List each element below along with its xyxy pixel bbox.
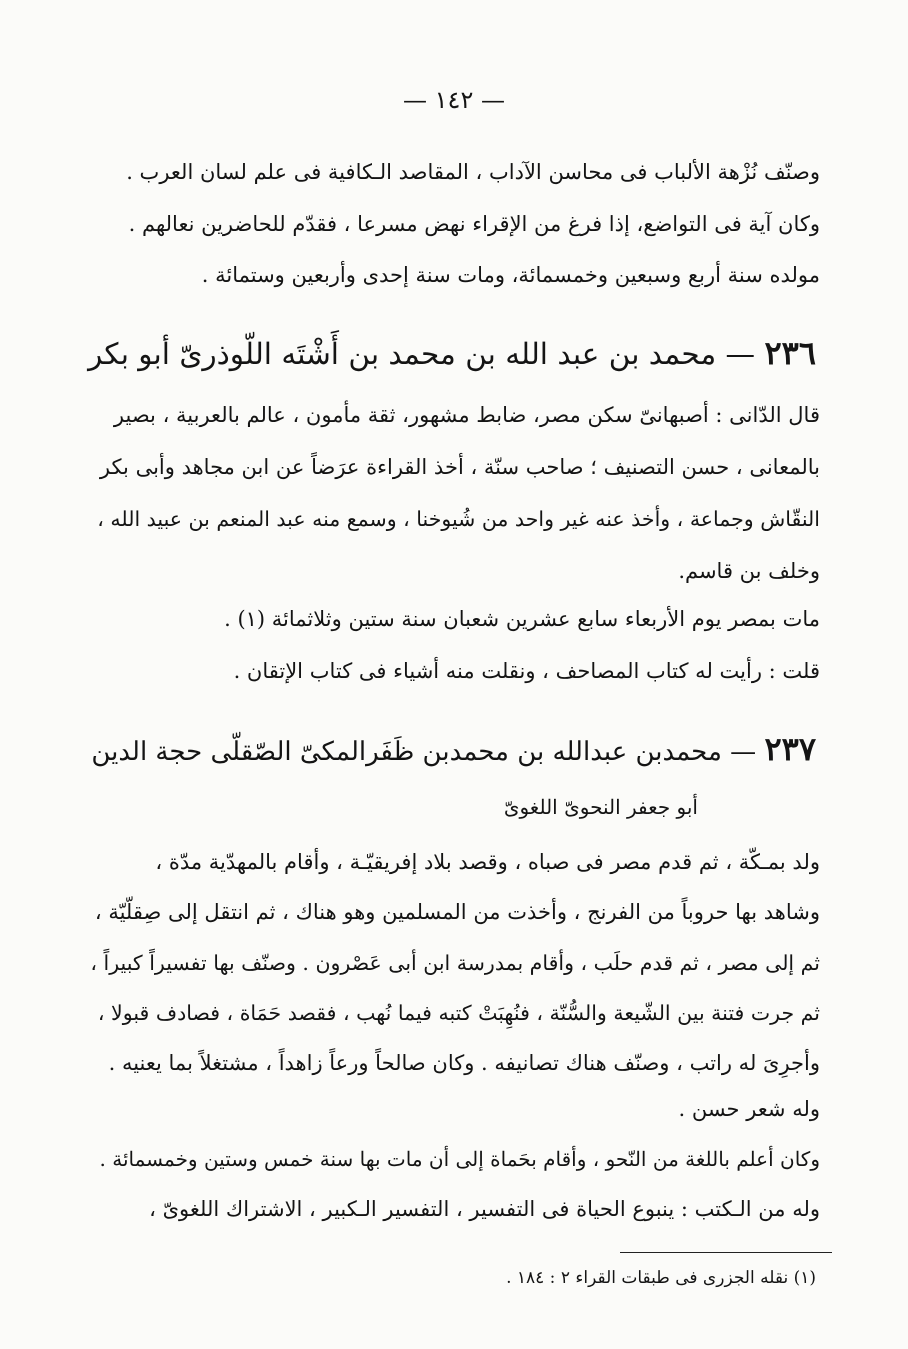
footnote-rule — [620, 1252, 832, 1253]
text-line: وخلف بن قاسم. — [678, 559, 820, 583]
text-line: ولد بمـكّة ، ثم قدم مصر فى صباه ، وقصد بلاد إفريقيّـة ، وأقام بالمهدّية مدّة ، — [155, 850, 820, 874]
entry-subtitle: أبو جعفر النحوىّ اللغوىّ — [503, 795, 698, 819]
text-line: قلت : رأيت له كتاب المصاحف ، ونقلت منه أشياء فى كتاب الإتقان . — [233, 659, 820, 683]
text-line: وكان أعلم باللغة من النّحو ، وأقام بحَماة إلى أن مات بها سنة خمس وستين وخمسمائة . — [99, 1147, 820, 1171]
text-line: مات بمصر يوم الأربعاء سابع عشرين شعبان سنة ستين وثلاثمائة (١) . — [224, 607, 820, 631]
text-line: ثم جرت فتنة بين الشّيعة والسُّنّة ، فنُهِبَتْ كتبه فيما نُهب ، فقصد حَمَاة ، فصادف قبولا ، — [97, 1001, 820, 1025]
text-line: وشاهد بها حروباً من الفرنج ، وأخذت من المسلمين وهو هناك ، ثم انتقل إلى صِقلّيّة ، — [94, 900, 820, 924]
text-line: مولده سنة أربع وسبعين وخمسمائة، ومات سنة إحدى وأربعين وستمائة . — [201, 263, 820, 287]
text-line: بالمعانى ، حسن التصنيف ؛ صاحب سنّة ، أخذ القراءة عرَضاً عن ابن مجاهد وأبى بكر — [99, 455, 820, 479]
text-line: النقّاش وجماعة ، وأخذ عنه غير واحد من شُيوخنا ، وسمع منه عبد المنعم بن عبيد الله ، — [97, 507, 820, 531]
text-line: وأجرِىَ له راتب ، وصنّف هناك تصانيفه . وكان صالحاً ورعاً زاهداً ، مشتغلاً بما يعنيه . — [108, 1051, 820, 1075]
text-line: ثم إلى مصر ، ثم قدم حلَب ، وأقام بمدرسة ابن أبى عَصْرون . وصنّف بها تفسيراً كبيراً ، — [90, 951, 820, 975]
text-line: قال الدّانى : أصبهانىّ سكن مصر، ضابط مشهور، ثقة مأمون ، عالم بالعربية ، بصير — [113, 403, 820, 427]
entry-number: ٢٣٧ — [764, 730, 816, 768]
text-line: وكان آية فى التواضع، إذا فرغ من الإقراء نهض مسرعا ، فقدّم للحاضرين نعالهم . — [128, 212, 820, 236]
entry-number: ٢٣٦ — [764, 334, 816, 372]
entry-236-heading — [88, 334, 816, 372]
entry-title: — محمدبن عبدالله بن محمدبن ظَفَرالمكىّ الصّقلّى حجة الدين — [91, 737, 757, 767]
text-line: وله شعر حسن . — [678, 1097, 820, 1121]
entry-237-heading — [91, 730, 816, 768]
page-number: — ١٤٢ — — [403, 86, 505, 114]
text-line: وصنّف نُزْهة الألباب فى محاسن الآداب ، المقاصد الـكافية فى علم لسان العرب . — [126, 160, 820, 184]
text-line: وله من الـكتب : ينبوع الحياة فى التفسير ، التفسير الـكبير ، الاشتراك اللغوىّ ، — [149, 1197, 820, 1221]
footnote: (١) نقله الجزرى فى طبقات القراء ٢ : ١٨٤ . — [506, 1268, 816, 1288]
entry-title: — محمد بن عبد الله بن محمد بن أَشْتَه اللّوذرىّ أبو بكر — [88, 337, 756, 371]
